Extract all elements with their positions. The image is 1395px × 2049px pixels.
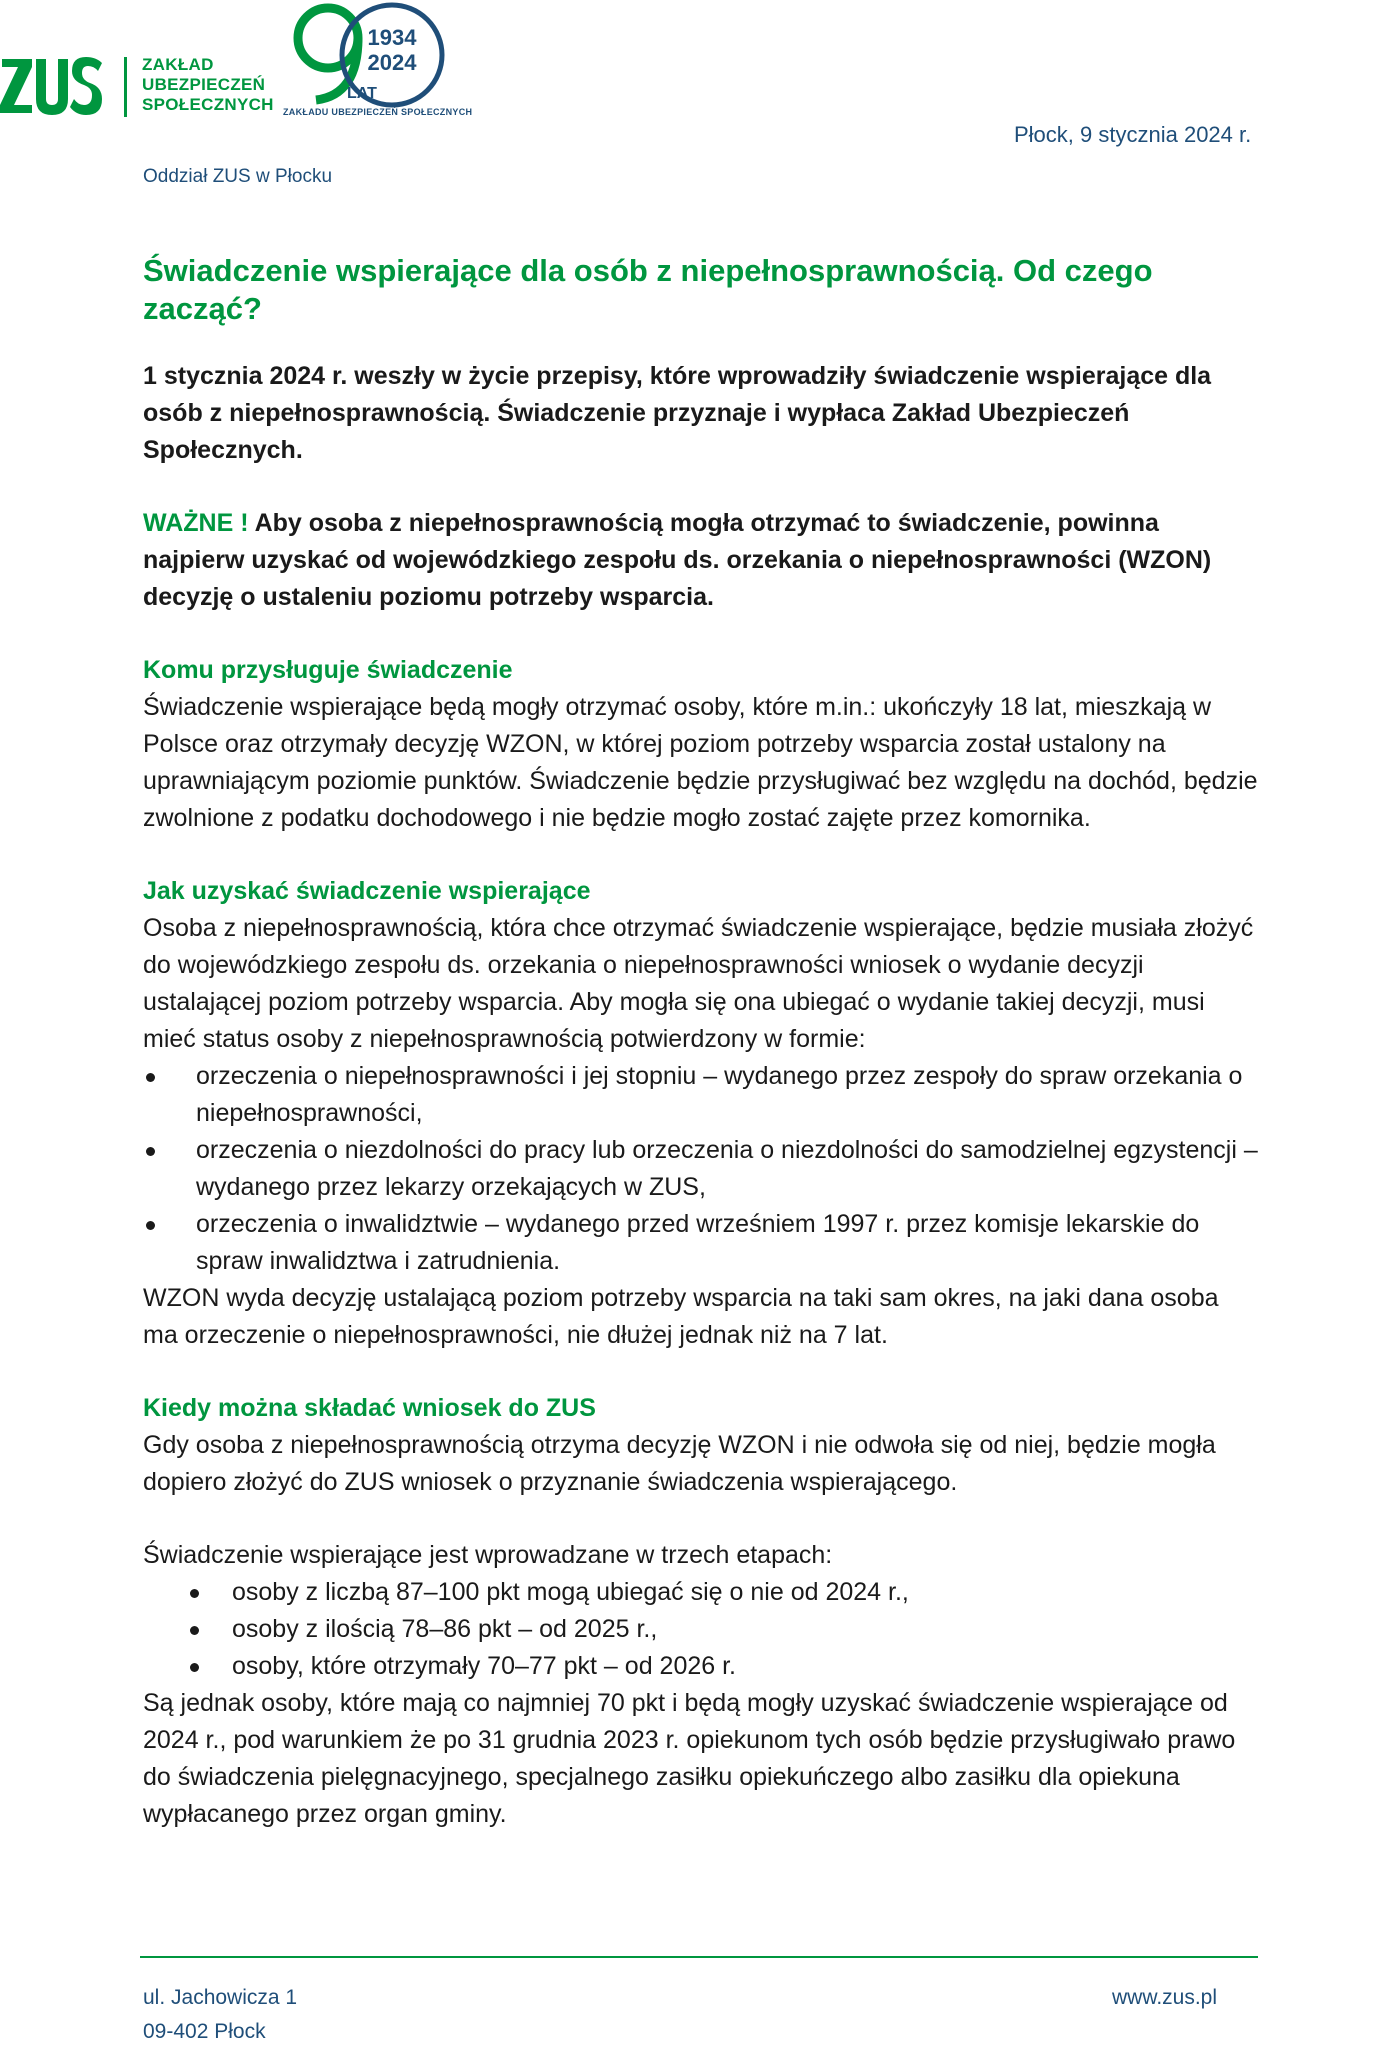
section-heading: Komu przysługuje świadczenie: [143, 656, 513, 684]
logo-line: UBEZPIECZEŃ: [142, 75, 266, 94]
section-stages: [143, 1537, 1258, 1833]
section-eligibility: [143, 652, 1258, 837]
footer-address: [143, 1981, 297, 2049]
list-item: orzeczenia o inwalidztwie – wydanego przed wrześniem 1997 r. przez komisje lekarskie do spraw inwalidztwa i zatrudnienia.: [143, 1206, 1258, 1280]
lead-paragraph: 1 stycznia 2024 r. weszły w życie przepisy, które wprowadziły świadczenie wspierające dla osób z niepełnosprawnością. Świadczenie przyznaje i wypłaca Zakład Ubezpieczeń Społecznych.: [143, 362, 1212, 464]
footer-street: ul. Jachowicza 1: [143, 1986, 298, 2009]
important-text: Aby osoba z niepełnosprawnością mogła otrzymać to świadczenie, powinna najpierw uzyskać od wojewódzkiego zespołu ds. orzekania o niepełnosprawności (WZON) decyzję o ustaleniu poziomu potrzeby wsparcia.: [143, 509, 1212, 611]
list-item: osoby, które otrzymały 70–77 pkt – od 2026 r.: [143, 1648, 1258, 1685]
section-heading: Jak uzyskać świadczenie wspierające: [143, 877, 591, 905]
anniversary-year-end: 2024: [367, 50, 417, 75]
footer-city: 09-402 Płock: [143, 2020, 266, 2043]
stages-list: [143, 1574, 1258, 1685]
logo-wordmark: [142, 55, 274, 115]
logo-line: SPOŁECZNYCH: [142, 95, 274, 114]
branch-name: Oddział ZUS w Płocku: [143, 166, 333, 187]
section-when-to-apply: [143, 1390, 1258, 1501]
list-item: orzeczenia o niezdolności do pracy lub orzeczenia o niezdolności do samodzielnej egzystencji – wydanego przez lekarzy orzekających w ZUS,: [143, 1132, 1258, 1206]
document-body: [143, 252, 1258, 1833]
anniversary-year-start: 1934: [367, 25, 417, 50]
footer-website-link[interactable]: www.zus.pl: [1112, 1986, 1218, 2009]
important-tag: WAŻNE !: [143, 509, 249, 537]
important-notice: [143, 505, 1258, 616]
list-item: osoby z ilością 78–86 pkt – od 2025 r.,: [143, 1611, 1258, 1648]
section-how-to-obtain: [143, 873, 1258, 1354]
place-date: Płock, 9 stycznia 2024 r.: [1014, 122, 1252, 147]
logo-line: ZAKŁAD: [142, 55, 214, 74]
section-paragraph: WZON wyda decyzję ustalającą poziom potrzeby wsparcia na taki sam okres, na jaki dana osoba ma orzeczenie o niepełnosprawności, nie dłużej jednak niż na 7 lat.: [143, 1284, 1219, 1349]
stages-paragraph: Są jednak osoby, które mają co najmniej 70 pkt i będą mogły uzyskać świadczenie wspierające od 2024 r., pod warunkiem że po 31 grudnia 2023 r. opiekunom tych osób będzie przysługiwało prawo do świadczenia pielęgnacyjnego, specjalnego zasiłku opiekuńczego albo zasiłku dla opiekuna wypłacanego przez organ gminy.: [143, 1689, 1236, 1828]
logo-divider: [124, 57, 127, 117]
zus-logo: [0, 0, 473, 130]
anniversary-caption: ZAKŁADU UBEZPIECZEŃ SPOŁECZNYCH: [283, 107, 473, 117]
zus-logo-mark: [0, 55, 104, 117]
page-title: Świadczenie wspierające dla osób z niepełnosprawnością. Od czego zacząć?: [143, 253, 1153, 326]
list-item: orzeczenia o niepełnosprawności i jej stopniu – wydanego przez zespoły do spraw orzekania o niepełnosprawności,: [143, 1058, 1258, 1132]
footer-divider: [140, 1956, 1258, 1958]
section-heading: Kiedy można składać wniosek do ZUS: [143, 1394, 596, 1422]
anniversary-lat: LAT: [347, 85, 377, 102]
section-paragraph: Osoba z niepełnosprawnością, która chce otrzymać świadczenie wspierające, będzie musiała złożyć do wojewódzkiego zespołu ds. orzekania o niepełnosprawności wniosek o wydanie decyzji ustalającej poziom potrzeby wsparcia. Aby mogła się ona ubiegać o wydanie takiej decyzji, musi mieć status osoby z niepełnosprawnością potwierdzony w formie:: [143, 914, 1254, 1053]
bullet-list: [143, 1058, 1258, 1280]
list-item: osoby z liczbą 87–100 pkt mogą ubiegać się o nie od 2024 r.,: [143, 1574, 1258, 1611]
section-paragraph: Gdy osoba z niepełnosprawnością otrzyma decyzję WZON i nie odwoła się od niej, będzie mogła dopiero złożyć do ZUS wniosek o przyznanie świadczenia wspierającego.: [143, 1431, 1216, 1496]
section-paragraph: Świadczenie wspierające będą mogły otrzymać osoby, które m.in.: ukończyły 18 lat, mieszkają w Polsce oraz otrzymały decyzję WZON, w której poziom potrzeby wsparcia został ustalony na uprawniającym poziomie punktów. Świadczenie będzie przysługiwać bez względu na dochód, będzie zwolnione z podatku dochodowego i nie będzie mogło zostać zajęte przez komornika.: [143, 693, 1258, 832]
stages-intro: Świadczenie wspierające jest wprowadzane w trzech etapach:: [143, 1541, 833, 1569]
